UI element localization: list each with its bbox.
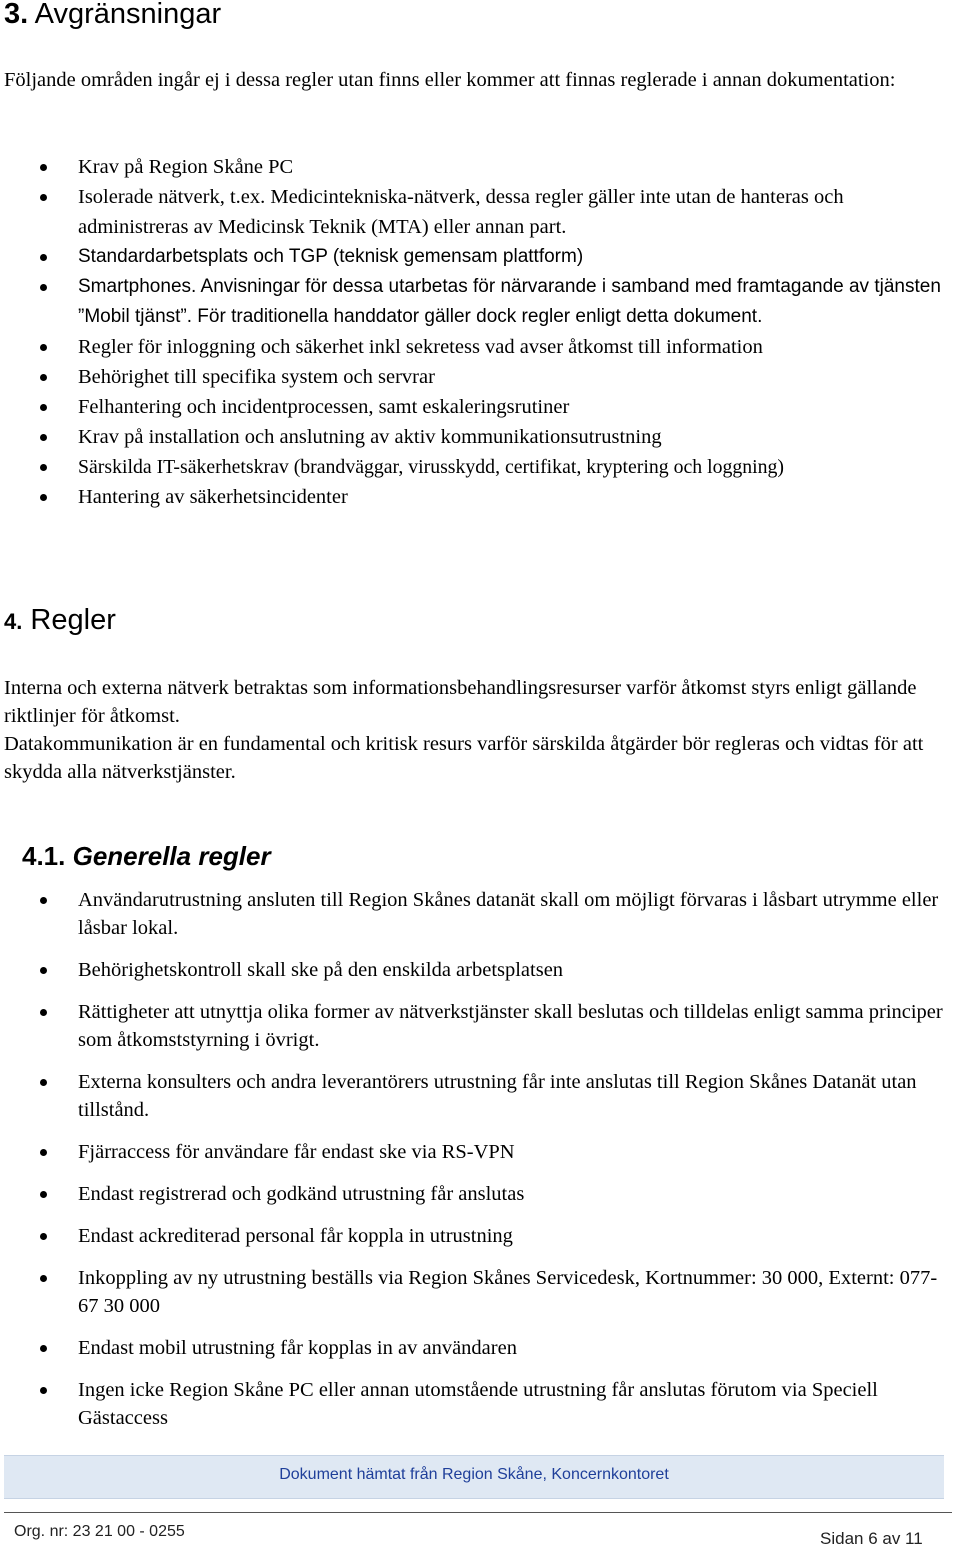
bullet-icon xyxy=(40,1079,47,1086)
bullet-icon xyxy=(40,1149,47,1156)
list-item: Krav på Region Skåne PC xyxy=(0,152,960,182)
bullet-icon xyxy=(40,344,47,351)
section-3-number: 3. xyxy=(4,0,29,30)
list-item: Ingen icke Region Skåne PC eller annan utomstående utrustning får anslutas förutom via Speciell Gästaccess xyxy=(0,1376,960,1432)
list-item: Endast registrerad och godkänd utrustning får anslutas xyxy=(0,1180,960,1208)
section-4-1-heading xyxy=(22,840,271,872)
bullet-icon xyxy=(40,1275,47,1282)
section-3-list xyxy=(0,152,960,512)
list-item: Inkoppling av ny utrustning beställs via Region Skånes Servicedesk, Kortnummer: 30 000, Externt: 077-67 30 000 xyxy=(0,1264,960,1320)
list-item: Felhantering och incidentprocessen, samt eskaleringsrutiner xyxy=(0,392,960,422)
section-4-1-number: 4.1. xyxy=(22,841,66,871)
footer-org-nr: Org. nr: 23 21 00 - 0255 xyxy=(14,1523,185,1540)
section-4-number: 4. xyxy=(4,609,23,634)
bullet-icon xyxy=(40,194,47,201)
list-item: Endast ackrediterad personal får koppla in utrustning xyxy=(0,1222,960,1250)
list-item: Fjärraccess för användare får endast ske via RS-VPN xyxy=(0,1138,960,1166)
list-item: Krav på installation och anslutning av aktiv kommunikationsutrustning xyxy=(0,422,960,452)
list-item: Hantering av säkerhetsincidenter xyxy=(0,482,960,512)
list-item: Externa konsulters och andra leverantörers utrustning får inte anslutas till Region Skånes Datanät utan tillstånd. xyxy=(0,1068,960,1124)
footer-divider xyxy=(4,1512,952,1513)
bullet-icon xyxy=(40,1387,47,1394)
bullet-icon xyxy=(40,254,47,261)
section-3-heading xyxy=(4,0,221,31)
bullet-icon xyxy=(40,1233,47,1240)
section-4-heading xyxy=(4,603,116,639)
section-4-paragraph-1: Interna och externa nätverk betraktas som informationsbehandlingsresurser varför åtkomst styrs enligt gällande riktlinjer för åtkomst. xyxy=(4,677,917,727)
bullet-icon xyxy=(40,164,47,171)
list-item: Standardarbetsplats och TGP (teknisk gemensam plattform) xyxy=(0,242,960,272)
bullet-icon xyxy=(40,1009,47,1016)
list-item: Endast mobil utrustning får kopplas in av användaren xyxy=(0,1334,960,1362)
footer-page-number: Sidan 6 av 11 xyxy=(820,1529,923,1548)
bullet-icon xyxy=(40,464,47,471)
footer-source-band xyxy=(4,1455,944,1499)
section-4-title: Regler xyxy=(30,604,116,636)
bullet-icon xyxy=(40,434,47,441)
bullet-icon xyxy=(40,967,47,974)
bullet-icon xyxy=(40,284,47,291)
list-item: Behörighet till specifika system och servrar xyxy=(0,362,960,392)
bullet-icon xyxy=(40,1345,47,1352)
bullet-icon xyxy=(40,1191,47,1198)
section-4-1-title: Generella regler xyxy=(72,841,271,871)
bullet-icon xyxy=(40,404,47,411)
list-item: Rättigheter att utnyttja olika former av nätverkstjänster skall beslutas och tilldelas enligt samma principer som åtkomststyrning i övrigt. xyxy=(0,998,960,1054)
list-item: Behörighetskontroll skall ske på den enskilda arbetsplatsen xyxy=(0,956,960,984)
bullet-icon xyxy=(40,897,47,904)
list-item: Smartphones. Anvisningar för dessa utarbetas för närvarande i samband med framtagande av tjänsten ”Mobil tjänst”. För traditionella handdator gäller dock regler enligt detta dokument. xyxy=(0,272,960,332)
list-item: Särskilda IT-säkerhetskrav (brandväggar, virusskydd, certifikat, kryptering och loggning) xyxy=(0,452,960,482)
section-4-1-list xyxy=(0,886,960,1446)
list-item: Regler för inloggning och säkerhet inkl sekretess vad avser åtkomst till information xyxy=(0,332,960,362)
section-3-intro: Följande områden ingår ej i dessa regler utan finns eller kommer att finnas reglerade i annan dokumentation: xyxy=(4,69,896,91)
section-3-title: Avgränsningar xyxy=(34,0,222,30)
footer-source-text: Dokument hämtat från Region Skåne, Koncernkontoret xyxy=(279,1466,669,1483)
list-item: Isolerade nätverk, t.ex. Medicintekniska-nätverk, dessa regler gäller inte utan de hanteras och administreras av Medicinsk Teknik (MTA) eller annan part. xyxy=(0,182,960,242)
bullet-icon xyxy=(40,374,47,381)
bullet-icon xyxy=(40,494,47,501)
list-item: Användarutrustning ansluten till Region Skånes datanät skall om möjligt förvaras i låsbart utrymme eller låsbar lokal. xyxy=(0,886,960,942)
section-4-paragraph-2: Datakommunikation är en fundamental och kritisk resurs varför särskilda åtgärder bör regleras och vidtas för att skydda alla nätverkstjänster. xyxy=(4,733,924,783)
